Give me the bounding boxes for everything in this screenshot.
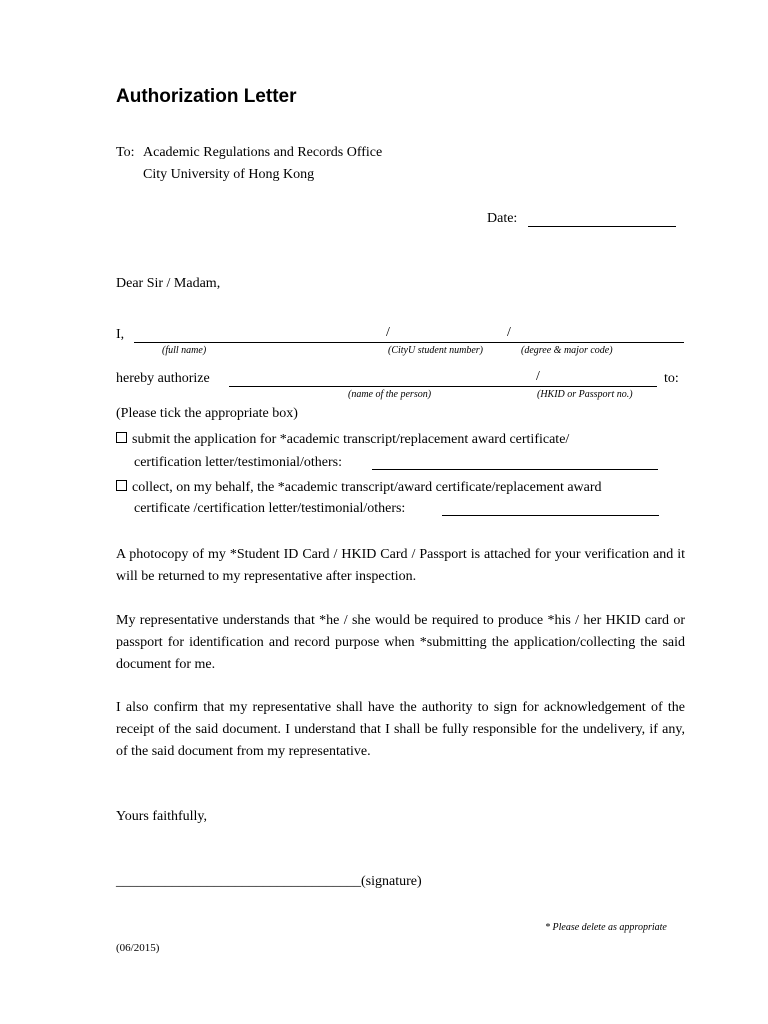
option-collect[interactable]: [116, 480, 602, 496]
recipient-line-2: City University of Hong Kong: [143, 167, 315, 182]
authorize-suffix: to:: [664, 371, 679, 386]
authorize-prefix: hereby authorize: [116, 371, 210, 386]
option-collect-line-1: collect, on my behalf, the *academic transcript/award certificate/replacement award: [132, 480, 602, 495]
to-label: To:: [116, 145, 135, 160]
applicant-prefix: I,: [116, 327, 125, 342]
paragraph-confirmation: I also confirm that my representative shall have the authority to sign for acknowledgement of the receipt of the said document. I understand that I shall be fully responsible for the undelivery, if any, of the said document from my representative.: [116, 700, 685, 759]
option-collect-line-2: certificate /certification letter/testimonial/others:: [134, 501, 406, 516]
applicant-field-line[interactable]: [134, 342, 684, 343]
checkbox-icon[interactable]: [116, 432, 127, 443]
option-submit-line-1: submit the application for *academic transcript/replacement award certificate/: [132, 432, 570, 447]
hint-full-name: (full name): [162, 345, 207, 356]
page-title: Authorization Letter: [116, 86, 297, 107]
paragraph-photocopy: A photocopy of my *Student ID Card / HKID Card / Passport is attached for your verification and it will be returned to my representative after inspection.: [116, 547, 685, 584]
closing: Yours faithfully,: [116, 809, 208, 824]
option-submit[interactable]: [116, 432, 569, 448]
hint-degree-code: (degree & major code): [521, 345, 613, 356]
recipient-line-1: Academic Regulations and Records Office: [143, 145, 383, 160]
option-collect-others-field[interactable]: [442, 515, 659, 516]
applicant-separator-2: /: [507, 325, 511, 340]
authorize-separator: /: [536, 369, 540, 384]
checkbox-icon[interactable]: [116, 480, 127, 491]
option-submit-line-2: certification letter/testimonial/others:: [134, 455, 342, 470]
date-label: Date:: [487, 211, 518, 226]
version-code: (06/2015): [116, 942, 160, 954]
hint-hkid-passport: (HKID or Passport no.): [537, 389, 633, 400]
paragraph-representative: My representative understands that *he / she would be required to produce *his / her HKID card or passport for identification and record purpose when *submitting the application/collecting the said document for me.: [116, 613, 685, 672]
salutation: Dear Sir / Madam,: [116, 276, 221, 291]
tick-note: (Please tick the appropriate box): [116, 406, 298, 421]
signature-line[interactable]: ___________________________________(signature): [116, 874, 422, 889]
applicant-separator-1: /: [386, 325, 390, 340]
footnote: * Please delete as appropriate: [545, 922, 667, 933]
date-field[interactable]: [528, 226, 676, 227]
authorize-field-line[interactable]: [229, 386, 657, 387]
hint-student-number: (CityU student number): [388, 345, 483, 356]
hint-person-name: (name of the person): [348, 389, 432, 400]
option-submit-others-field[interactable]: [372, 469, 658, 470]
